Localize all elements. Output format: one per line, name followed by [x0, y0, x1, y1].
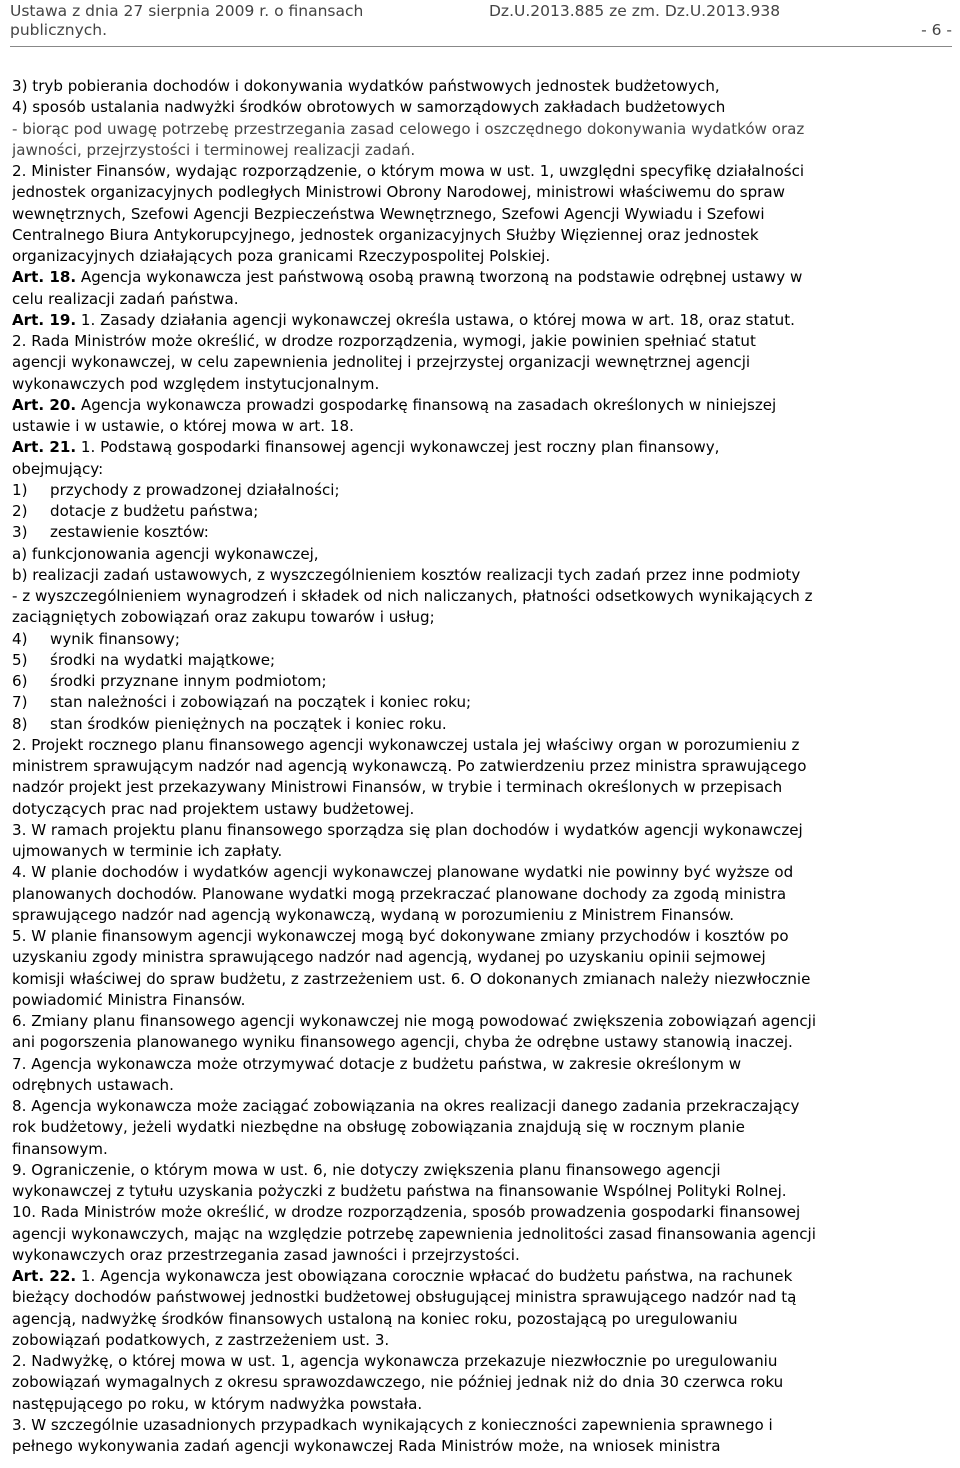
text-line: [12, 565, 956, 586]
line-text: jawności, przejrzystości i terminowej realizacji zadań.: [12, 140, 416, 159]
text-line: [12, 374, 956, 395]
article-number: Art. 19.: [12, 310, 77, 329]
article-number: Art. 18.: [12, 268, 77, 287]
header-act-title: Ustawa z dnia 27 sierpnia 2009 r. o finansach: [10, 2, 364, 20]
text-line: [12, 246, 956, 267]
text-line: [12, 119, 956, 140]
line-text: środki przyznane innym podmiotom;: [50, 672, 327, 690]
line-text: zobowiązań podatkowych, z zastrzeżeniem ust. 3.: [12, 1330, 390, 1349]
text-line: [12, 1394, 956, 1415]
line-text: 5. W planie finansowym agencji wykonawczej mogą być dokonywane zmiany przychodów i kosztów po: [12, 927, 789, 945]
line-text: bieżący dochodów państwowej jednostki budżetowej obsługującej ministra sprawującego nadzór nad tą: [12, 1288, 797, 1307]
text-line: [12, 1266, 956, 1287]
line-text: Agencja wykonawcza prowadzi gospodarkę finansową na zasadach określonych w niniejszej: [76, 395, 777, 414]
line-text: organizacyjnych działających poza granicami Rzeczypospolitej Polskiej.: [12, 247, 551, 265]
text-line: [12, 1075, 956, 1096]
line-text: powiadomić Ministra Finansów.: [12, 990, 246, 1009]
text-line: [12, 926, 956, 947]
text-line: [12, 947, 956, 968]
line-text: stan środków pieniężnych na początek i koniec roku.: [50, 714, 447, 733]
line-text: 10. Rada Ministrów może określić, w drodze rozporządzenia, sposób prowadzenia gospodarki finansowej: [12, 1203, 801, 1222]
list-item-number: 4): [12, 629, 28, 648]
text-line: [12, 501, 956, 522]
line-text: 3. W szczególnie uzasadnionych przypadkach wynikających z konieczności zapewnienia sprawnego i: [12, 1415, 773, 1434]
line-text: komisji właściwej do spraw budżetu, z zastrzeżeniem ust. 6. O dokonanych zmianach należy niezwłocznie: [12, 969, 811, 988]
text-line: [12, 1224, 956, 1245]
text-line: [12, 862, 956, 883]
line-text: Centralnego Biura Antykorupcyjnego, jednostek organizacyjnych Służby Więziennej oraz jednostek: [12, 225, 759, 244]
text-line: [12, 1436, 956, 1457]
text-line: [12, 841, 956, 862]
text-line: [12, 1245, 956, 1266]
line-text: finansowym.: [12, 1139, 108, 1158]
line-text: środki na wydatki majątkowe;: [50, 650, 276, 669]
text-line: [12, 586, 956, 607]
line-text: jednostek organizacyjnych podległych Ministrowi Obrony Narodowej, ministrowi właściwemu do spraw: [12, 183, 785, 202]
text-line: [12, 1351, 956, 1372]
line-text: 6. Zmiany planu finansowego agencji wykonawczej nie mogą powodować zwiększenia zobowiązań agencji: [12, 1012, 817, 1030]
list-item-number: 2): [12, 502, 28, 520]
header-act-title-cont: publicznych.: [10, 21, 108, 39]
text-line: [12, 225, 956, 246]
text-line: [12, 969, 956, 990]
text-line: [12, 331, 956, 352]
article-number: Art. 20.: [12, 395, 77, 414]
line-text: 7. Agencja wykonawcza może otrzymywać dotacje z budżetu państwa, w zakresie określonym w: [12, 1054, 742, 1073]
line-text: uzyskaniu zgody ministra sprawującego nadzór nad agencją, wydanej po uzyskaniu opinii sejmowej: [12, 948, 766, 967]
text-line: [12, 1139, 956, 1160]
text-line: [12, 480, 956, 501]
line-text: 2. Rada Ministrów może określić, w drodze rozporządzenia, wymogi, jakie powinien spełniać statut: [12, 332, 756, 350]
running-header: [10, 0, 952, 47]
list-item-number: 7): [12, 693, 28, 712]
text-line: [12, 650, 956, 671]
line-text: 2. Minister Finansów, wydając rozporządzenie, o którym mowa w ust. 1, uwzględni specyfikę działalności: [12, 162, 805, 180]
text-line: [12, 1160, 956, 1181]
line-text: dotacje z budżetu państwa;: [50, 502, 259, 520]
text-line: [12, 1181, 956, 1202]
line-text: pełnego wykonywania zadań agencji wykonawczej Rada Ministrów może, na wniosek ministra: [12, 1437, 721, 1455]
line-text: wykonawczych pod względem instytucjonalnym.: [12, 374, 380, 393]
line-text: 3) tryb pobierania dochodów i dokonywania wydatków państwowych jednostek budżetowych,: [12, 77, 720, 95]
line-text: 2. Nadwyżkę, o której mowa w ust. 1, agencja wykonawcza przekazuje niezwłocznie po uregulowaniu: [12, 1352, 778, 1370]
line-text: 2. Projekt rocznego planu finansowego agencji wykonawczej ustala jej właściwy organ w porozumieniu z: [12, 735, 800, 754]
line-text: nadzór projekt jest przekazywany Ministrowi Finansów, w trybie i terminach określonych w przepisach: [12, 778, 783, 797]
article-number: Art. 22.: [12, 1267, 77, 1285]
text-line: [12, 416, 956, 437]
list-item-number: 3): [12, 523, 28, 542]
text-line: [12, 352, 956, 373]
line-text: następującego po roku, w którym nadwyżka powstała.: [12, 1394, 423, 1413]
text-line: [12, 1415, 956, 1436]
line-text: przychody z prowadzonej działalności;: [50, 480, 340, 499]
line-text: celu realizacji zadań państwa.: [12, 289, 239, 308]
header-journal-reference: Dz.U.2013.885 ze zm. Dz.U.2013.938: [489, 2, 781, 20]
line-text: wynik finansowy;: [50, 629, 180, 648]
line-text: - biorąc pod uwagę potrzebę przestrzegania zasad celowego i oszczędnego dokonywania wydatków oraz: [12, 119, 805, 138]
text-line: [12, 1202, 956, 1223]
text-line: [12, 1330, 956, 1351]
text-line: [12, 544, 956, 565]
text-line: [12, 1309, 956, 1330]
line-text: 4. W planie dochodów i wydatków agencji wykonawczej planowane wydatki nie powinny być wyższe od: [12, 863, 794, 882]
text-line: [12, 1011, 956, 1032]
text-line: [12, 756, 956, 777]
text-line: [12, 905, 956, 926]
text-line: [12, 459, 956, 480]
line-text: rok budżetowy, jeżeli wydatki niezbędne na obsługę zobowiązania znajdują się w rocznym planie: [12, 1118, 745, 1137]
list-item-number: 5): [12, 650, 28, 669]
line-text: ministrem sprawującym nadzór nad agencją wykonawczą. Po zatwierdzeniu przez ministra sprawującego: [12, 757, 807, 775]
text-line: [12, 437, 956, 458]
text-line: [12, 522, 956, 543]
line-text: agencji wykonawczych, mając na względzie potrzebę zapewnienia jednolitości zasad finansowania agencji: [12, 1224, 816, 1243]
line-text: zestawienie kosztów:: [50, 523, 209, 542]
text-line: [12, 1032, 956, 1053]
line-text: wewnętrznych, Szefowi Agencji Bezpieczeństwa Wewnętrznego, Szefowi Agencji Wywiadu i Szefowi: [12, 204, 765, 223]
text-line: [12, 310, 956, 331]
text-line: [12, 884, 956, 905]
page-number: - 6 -: [921, 21, 952, 39]
line-text: Agencja wykonawcza jest państwową osobą prawną tworzoną na podstawie odrębnej ustawy w: [76, 268, 803, 287]
document-body: [12, 76, 956, 1457]
list-item-number: 8): [12, 714, 28, 733]
list-item-number: 1): [12, 480, 28, 499]
text-line: [12, 777, 956, 798]
line-text: zaciągniętych zobowiązań oraz zakupu towarów i usług;: [12, 608, 435, 627]
line-text: zobowiązań wymagalnych z okresu sprawozdawczego, nie później jednak niż do dnia 30 czerwca roku: [12, 1373, 784, 1392]
text-line: [12, 629, 956, 650]
line-text: - z wyszczególnieniem wynagrodzeń i składek od nich naliczanych, płatności odsetkowych wynikających z: [12, 587, 813, 605]
line-text: agencji wykonawczej, w celu zapewnienia jednolitej i przejrzystej organizacji wewnętrznej agencji: [12, 353, 751, 372]
line-text: wykonawczej z tytułu uzyskania pożyczki z budżetu państwa na finansowanie Wspólnej Polityki Rolnej.: [12, 1182, 787, 1200]
line-text: 1. Agencja wykonawcza jest obowiązana corocznie wpłacać do budżetu państwa, na rachunek: [76, 1267, 793, 1285]
text-line: [12, 140, 956, 161]
line-text: obejmujący:: [12, 459, 104, 478]
text-line: [12, 692, 956, 713]
text-line: [12, 289, 956, 310]
text-line: [12, 1372, 956, 1393]
text-line: [12, 820, 956, 841]
line-text: 3. W ramach projektu planu finansowego sporządza się plan dochodów i wydatków agencji wykonawczej: [12, 820, 803, 839]
line-text: sprawującego nadzór nad agencją wykonawczą, wydaną w porozumieniu z Ministrem Finansów.: [12, 905, 735, 924]
text-line: [12, 204, 956, 225]
line-text: ujmowanych w terminie ich zapłaty.: [12, 842, 283, 860]
line-text: 1. Zasady działania agencji wykonawczej określa ustawa, o której mowa w art. 18, oraz statut.: [76, 310, 795, 329]
line-text: agencją, nadwyżkę środków finansowych ustaloną na koniec roku, pozostającą po uregulowaniu: [12, 1309, 738, 1328]
text-line: [12, 799, 956, 820]
line-text: stan należności i zobowiązań na początek i koniec roku;: [50, 693, 472, 712]
line-text: 9. Ograniczenie, o którym mowa w ust. 6, nie dotyczy zwiększenia planu finansowego agencji: [12, 1160, 721, 1179]
line-text: ustawie i w ustawie, o której mowa w art. 18.: [12, 417, 354, 435]
line-text: 8. Agencja wykonawcza może zaciągać zobowiązania na okres realizacji danego zadania przekraczający: [12, 1097, 800, 1115]
line-text: 1. Podstawą gospodarki finansowej agencji wykonawczej jest roczny plan finansowy,: [76, 438, 720, 457]
text-line: [12, 161, 956, 182]
text-line: [12, 182, 956, 203]
text-line: [12, 267, 956, 288]
text-line: [12, 735, 956, 756]
text-line: [12, 1054, 956, 1075]
list-item-number: 6): [12, 672, 28, 690]
line-text: dotyczących prac nad projektem ustawy budżetowej.: [12, 799, 415, 818]
line-text: planowanych dochodów. Planowane wydatki mogą przekraczać planowane dochody za zgodą ministra: [12, 884, 787, 903]
text-line: [12, 714, 956, 735]
text-line: [12, 1096, 956, 1117]
text-line: [12, 607, 956, 628]
text-line: [12, 395, 956, 416]
text-line: [12, 97, 956, 118]
article-number: Art. 21.: [12, 438, 77, 457]
text-line: [12, 671, 956, 692]
line-text: ani pogorszenia planowanego wyniku finansowego agencji, chyba że odrębne ustawy stanowią inaczej.: [12, 1033, 793, 1052]
line-text: 4) sposób ustalania nadwyżki środków obrotowych w samorządowych zakładach budżetowych: [12, 98, 726, 117]
text-line: [12, 76, 956, 97]
line-text: a) funkcjonowania agencji wykonawczej,: [12, 544, 319, 563]
text-line: [12, 1287, 956, 1308]
text-line: [12, 990, 956, 1011]
text-line: [12, 1117, 956, 1138]
line-text: b) realizacji zadań ustawowych, z wyszczególnieniem kosztów realizacji tych zadań przez inne podmioty: [12, 565, 801, 584]
line-text: wykonawczych oraz przestrzegania zasad jawności i przejrzystości.: [12, 1245, 520, 1264]
line-text: odrębnych ustawach.: [12, 1075, 174, 1094]
